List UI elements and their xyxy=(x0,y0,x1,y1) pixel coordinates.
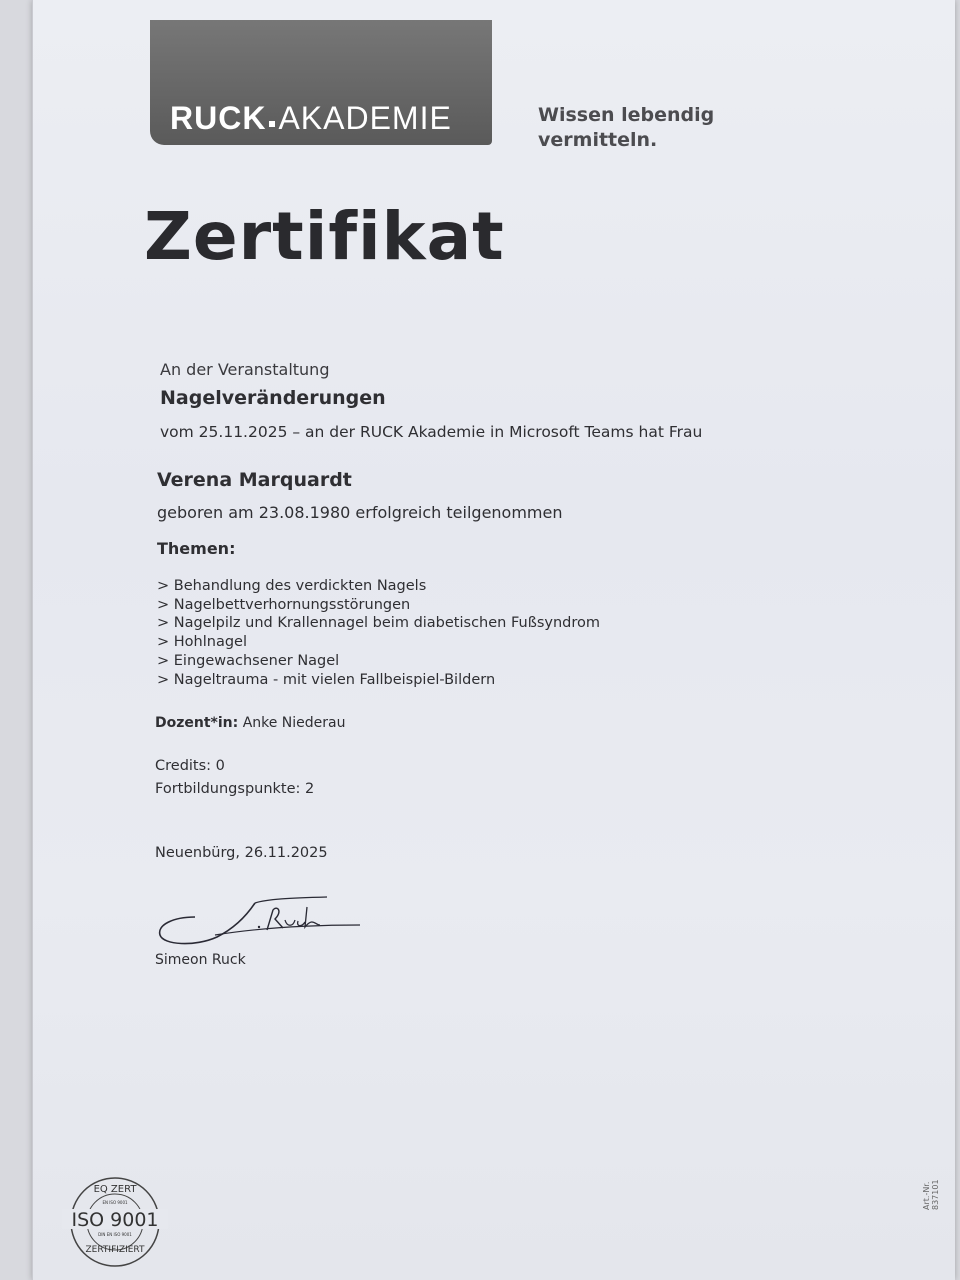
list-item: > Eingewachsener Nagel xyxy=(157,652,340,669)
training-points: Fortbildungspunkte: 2 xyxy=(155,781,315,797)
signature-image xyxy=(155,895,370,953)
participant-name: Verena Marquardt xyxy=(157,469,352,491)
list-item: > Nagelbettverhornungsstörungen xyxy=(157,596,411,613)
seal-ring: EN ISO 9001 xyxy=(102,1200,128,1205)
topics-list xyxy=(157,577,600,689)
list-item: > Hohlnagel xyxy=(157,634,247,651)
topics-heading: Themen: xyxy=(157,539,236,558)
iso-9001-seal xyxy=(60,1172,170,1272)
seal-main: ISO 9001 xyxy=(71,1209,159,1231)
signer-name: Simeon Ruck xyxy=(155,952,246,968)
place-date: Neuenbürg, 26.11.2025 xyxy=(155,845,328,861)
event-line: vom 25.11.2025 – an der RUCK Akademie in Microsoft Teams hat Frau xyxy=(160,423,703,441)
list-item: > Nageltrauma - mit vielen Fallbeispiel-Bildern xyxy=(157,671,496,688)
logo-ruck: RUCK xyxy=(170,100,267,136)
birth-line: geboren am 23.08.1980 erfolgreich teilgenommen xyxy=(157,503,563,522)
seal-norm: DIN EN ISO 9001 xyxy=(98,1232,132,1237)
credits: Credits: 0 xyxy=(155,758,225,774)
tagline-line-2: vermitteln. xyxy=(538,129,658,151)
logo-akademie: AKADEMIE xyxy=(278,100,452,136)
ruck-akademie-logo xyxy=(170,100,452,137)
certificate-title: Zertifikat xyxy=(144,198,505,275)
event-name: Nagelveränderungen xyxy=(160,387,386,409)
lecturer-name: Anke Niederau xyxy=(242,715,346,731)
logo-dot xyxy=(269,121,275,127)
article-number: Art.-Nr. 837101 xyxy=(922,1179,940,1210)
list-item: > Behandlung des verdickten Nagels xyxy=(157,578,427,594)
lecturer-label: Dozent*in: xyxy=(155,715,239,731)
seal-top: EQ ZERT xyxy=(93,1184,137,1195)
tagline xyxy=(538,103,714,153)
tagline-line-1: Wissen lebendig xyxy=(538,104,715,126)
list-item: > Nagelpilz und Krallennagel beim diabetischen Fußsyndrom xyxy=(157,615,601,632)
intro-text: An der Veranstaltung xyxy=(160,360,330,379)
lecturer-line xyxy=(155,715,346,731)
seal-bottom: ZERTIFIZIERT xyxy=(85,1245,145,1255)
